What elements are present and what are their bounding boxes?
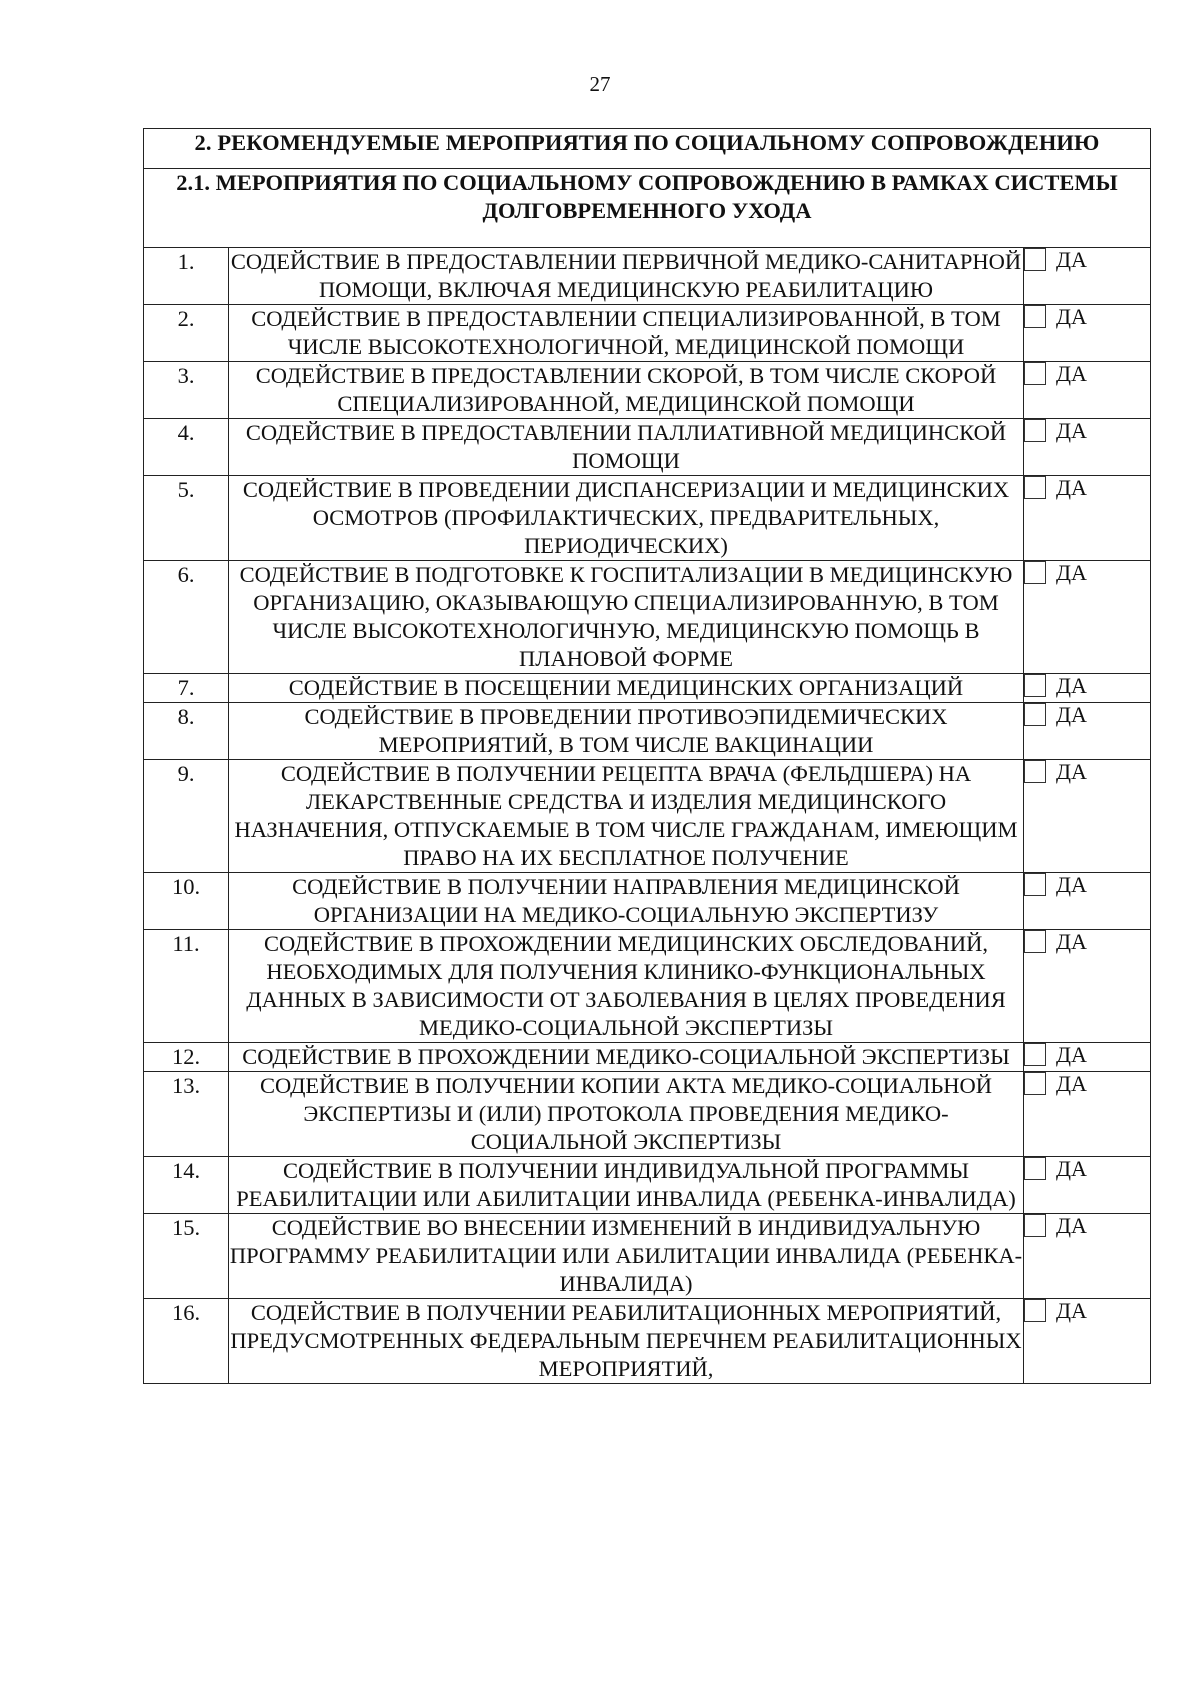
yes-checkbox[interactable] (1024, 305, 1046, 328)
row-text: СОДЕЙСТВИЕ В ПОЛУЧЕНИИ РЕАБИЛИТАЦИОННЫХ МЕРОПРИЯТИЙ, ПРЕДУСМОТРЕННЫХ ФЕДЕРАЛЬНЫМ ПЕРЕЧНЕМ РЕАБИЛИТАЦИОННЫХ МЕРОПРИЯТИЙ, (229, 1299, 1024, 1384)
row-number: 6. (144, 561, 229, 674)
yes-checkbox-control[interactable] (1024, 674, 1150, 697)
yes-checkbox-control[interactable] (1024, 1043, 1150, 1066)
row-number: 12. (144, 1043, 229, 1072)
row-checkbox-cell (1024, 760, 1151, 873)
row-number: 15. (144, 1214, 229, 1299)
yes-checkbox-label: ДА (1056, 560, 1087, 585)
table-row-8 (144, 703, 1151, 760)
table-row-3 (144, 362, 1151, 419)
yes-checkbox[interactable] (1024, 362, 1046, 385)
row-checkbox-cell (1024, 1299, 1151, 1384)
row-text: СОДЕЙСТВИЕ В ПОЛУЧЕНИИ НАПРАВЛЕНИЯ МЕДИЦИНСКОЙ ОРГАНИЗАЦИИ НА МЕДИКО-СОЦИАЛЬНУЮ ЭКСПЕРТИЗУ (229, 873, 1024, 930)
yes-checkbox[interactable] (1024, 930, 1046, 953)
row-checkbox-cell (1024, 476, 1151, 561)
yes-checkbox-label: ДА (1056, 418, 1087, 443)
row-text: СОДЕЙСТВИЕ В ПРЕДОСТАВЛЕНИИ СПЕЦИАЛИЗИРОВАННОЙ, В ТОМ ЧИСЛЕ ВЫСОКОТЕХНОЛОГИЧНОЙ, МЕДИЦИНСКОЙ ПОМОЩИ (229, 305, 1024, 362)
row-checkbox-cell (1024, 561, 1151, 674)
yes-checkbox[interactable] (1024, 873, 1046, 896)
row-number: 10. (144, 873, 229, 930)
row-number: 4. (144, 419, 229, 476)
row-checkbox-cell (1024, 1043, 1151, 1072)
yes-checkbox-control[interactable] (1024, 305, 1150, 328)
yes-checkbox-label: ДА (1056, 872, 1087, 897)
row-text: СОДЕЙСТВИЕ ВО ВНЕСЕНИИ ИЗМЕНЕНИЙ В ИНДИВИДУАЛЬНУЮ ПРОГРАММУ РЕАБИЛИТАЦИИ ИЛИ АБИЛИТАЦИИ ИНВАЛИДА (РЕБЕНКА-ИНВАЛИДА) (229, 1214, 1024, 1299)
table-row-4 (144, 419, 1151, 476)
row-number: 7. (144, 674, 229, 703)
yes-checkbox-control[interactable] (1024, 930, 1150, 953)
yes-checkbox[interactable] (1024, 760, 1046, 783)
yes-checkbox-control[interactable] (1024, 1072, 1150, 1095)
yes-checkbox-label: ДА (1056, 1071, 1087, 1096)
row-checkbox-cell (1024, 362, 1151, 419)
table-row-11 (144, 930, 1151, 1043)
yes-checkbox-control[interactable] (1024, 362, 1150, 385)
table-body (144, 129, 1151, 1384)
row-number: 9. (144, 760, 229, 873)
row-checkbox-cell (1024, 930, 1151, 1043)
row-text: СОДЕЙСТВИЕ В ПРОХОЖДЕНИИ МЕДИКО-СОЦИАЛЬНОЙ ЭКСПЕРТИЗЫ (229, 1043, 1024, 1072)
row-text: СОДЕЙСТВИЕ В ПРОВЕДЕНИИ ПРОТИВОЭПИДЕМИЧЕСКИХ МЕРОПРИЯТИЙ, В ТОМ ЧИСЛЕ ВАКЦИНАЦИИ (229, 703, 1024, 760)
table-row-9 (144, 760, 1151, 873)
row-number: 14. (144, 1157, 229, 1214)
page-number: 27 (589, 72, 611, 96)
yes-checkbox-label: ДА (1056, 1156, 1087, 1181)
row-checkbox-cell (1024, 873, 1151, 930)
row-checkbox-cell (1024, 703, 1151, 760)
yes-checkbox[interactable] (1024, 1043, 1046, 1066)
row-checkbox-cell (1024, 248, 1151, 305)
yes-checkbox-label: ДА (1056, 1042, 1087, 1067)
row-number: 2. (144, 305, 229, 362)
yes-checkbox-label: ДА (1056, 929, 1087, 954)
row-text: СОДЕЙСТВИЕ В ПОДГОТОВКЕ К ГОСПИТАЛИЗАЦИИ В МЕДИЦИНСКУЮ ОРГАНИЗАЦИЮ, ОКАЗЫВАЮЩУЮ СПЕЦИАЛИЗИРОВАННУЮ, В ТОМ ЧИСЛЕ ВЫСОКОТЕХНОЛОГИЧНУЮ, МЕДИЦИНСКУЮ ПОМОЩЬ В ПЛАНОВОЙ ФОРМЕ (229, 561, 1024, 674)
row-text: СОДЕЙСТВИЕ В ПРОВЕДЕНИИ ДИСПАНСЕРИЗАЦИИ И МЕДИЦИНСКИХ ОСМОТРОВ (ПРОФИЛАКТИЧЕСКИХ, ПРЕДВАРИТЕЛЬНЫХ, ПЕРИОДИЧЕСКИХ) (229, 476, 1024, 561)
yes-checkbox[interactable] (1024, 1214, 1046, 1237)
table-row-1 (144, 248, 1151, 305)
yes-checkbox-label: ДА (1056, 475, 1087, 500)
yes-checkbox[interactable] (1024, 1299, 1046, 1322)
social-support-table (143, 128, 1151, 1384)
yes-checkbox-label: ДА (1056, 361, 1087, 386)
table-row-14 (144, 1157, 1151, 1214)
yes-checkbox[interactable] (1024, 419, 1046, 442)
row-number: 16. (144, 1299, 229, 1384)
table-row-10 (144, 873, 1151, 930)
yes-checkbox-control[interactable] (1024, 1214, 1150, 1237)
row-checkbox-cell (1024, 419, 1151, 476)
row-number: 3. (144, 362, 229, 419)
yes-checkbox-control[interactable] (1024, 248, 1150, 271)
row-text: СОДЕЙСТВИЕ В ПОЛУЧЕНИИ ИНДИВИДУАЛЬНОЙ ПРОГРАММЫ РЕАБИЛИТАЦИИ ИЛИ АБИЛИТАЦИИ ИНВАЛИДА (РЕБЕНКА-ИНВАЛИДА) (229, 1157, 1024, 1214)
yes-checkbox[interactable] (1024, 1072, 1046, 1095)
section-title-row (144, 129, 1151, 169)
yes-checkbox[interactable] (1024, 561, 1046, 584)
row-text: СОДЕЙСТВИЕ В ПОЛУЧЕНИИ РЕЦЕПТА ВРАЧА (ФЕЛЬДШЕРА) НА ЛЕКАРСТВЕННЫЕ СРЕДСТВА И ИЗДЕЛИЯ МЕДИЦИНСКОГО НАЗНАЧЕНИЯ, ОТПУСКАЕМЫЕ В ТОМ ЧИСЛЕ ГРАЖДАНАМ, ИМЕЮЩИМ ПРАВО НА ИХ БЕСПЛАТНОЕ ПОЛУЧЕНИЕ (229, 760, 1024, 873)
row-number: 8. (144, 703, 229, 760)
yes-checkbox-control[interactable] (1024, 760, 1150, 783)
yes-checkbox[interactable] (1024, 248, 1046, 271)
yes-checkbox-label: ДА (1056, 702, 1087, 727)
table-row-15 (144, 1214, 1151, 1299)
yes-checkbox-control[interactable] (1024, 476, 1150, 499)
row-text: СОДЕЙСТВИЕ В ПРОХОЖДЕНИИ МЕДИЦИНСКИХ ОБСЛЕДОВАНИЙ, НЕОБХОДИМЫХ ДЛЯ ПОЛУЧЕНИЯ КЛИНИКО-ФУНКЦИОНАЛЬНЫХ ДАННЫХ В ЗАВИСИМОСТИ ОТ ЗАБОЛЕВАНИЯ В ЦЕЛЯХ ПРОВЕДЕНИЯ МЕДИКО-СОЦИАЛЬНОЙ ЭКСПЕРТИЗЫ (229, 930, 1024, 1043)
row-text: СОДЕЙСТВИЕ В ПОСЕЩЕНИИ МЕДИЦИНСКИХ ОРГАНИЗАЦИЙ (229, 674, 1024, 703)
yes-checkbox-control[interactable] (1024, 1299, 1150, 1322)
section-title: 2. РЕКОМЕНДУЕМЫЕ МЕРОПРИЯТИЯ ПО СОЦИАЛЬНОМУ СОПРОВОЖДЕНИЮ (144, 129, 1151, 169)
table-row-5 (144, 476, 1151, 561)
table-row-13 (144, 1072, 1151, 1157)
yes-checkbox[interactable] (1024, 674, 1046, 697)
yes-checkbox-label: ДА (1056, 304, 1087, 329)
yes-checkbox-label: ДА (1056, 247, 1087, 272)
row-number: 5. (144, 476, 229, 561)
yes-checkbox-label: ДА (1056, 759, 1087, 784)
row-number: 1. (144, 248, 229, 305)
table-row-7 (144, 674, 1151, 703)
yes-checkbox[interactable] (1024, 1157, 1046, 1180)
table-row-16 (144, 1299, 1151, 1384)
yes-checkbox[interactable] (1024, 703, 1046, 726)
yes-checkbox-label: ДА (1056, 1213, 1087, 1238)
subsection-title: 2.1. МЕРОПРИЯТИЯ ПО СОЦИАЛЬНОМУ СОПРОВОЖДЕНИЮ В РАМКАХ СИСТЕМЫ ДОЛГОВРЕМЕННОГО УХОДА (144, 169, 1151, 248)
row-checkbox-cell (1024, 1214, 1151, 1299)
subsection-title-row (144, 169, 1151, 248)
row-checkbox-cell (1024, 1157, 1151, 1214)
table-row-12 (144, 1043, 1151, 1072)
yes-checkbox[interactable] (1024, 476, 1046, 499)
row-number: 11. (144, 930, 229, 1043)
table-row-6 (144, 561, 1151, 674)
row-text: СОДЕЙСТВИЕ В ПРЕДОСТАВЛЕНИИ СКОРОЙ, В ТОМ ЧИСЛЕ СКОРОЙ СПЕЦИАЛИЗИРОВАННОЙ, МЕДИЦИНСКОЙ ПОМОЩИ (229, 362, 1024, 419)
row-checkbox-cell (1024, 1072, 1151, 1157)
yes-checkbox-control[interactable] (1024, 561, 1150, 584)
row-checkbox-cell (1024, 305, 1151, 362)
table-row-2 (144, 305, 1151, 362)
yes-checkbox-label: ДА (1056, 673, 1087, 698)
row-number: 13. (144, 1072, 229, 1157)
yes-checkbox-label: ДА (1056, 1298, 1087, 1323)
yes-checkbox-control[interactable] (1024, 873, 1150, 896)
row-text: СОДЕЙСТВИЕ В ПОЛУЧЕНИИ КОПИИ АКТА МЕДИКО-СОЦИАЛЬНОЙ ЭКСПЕРТИЗЫ И (ИЛИ) ПРОТОКОЛА ПРОВЕДЕНИЯ МЕДИКО-СОЦИАЛЬНОЙ ЭКСПЕРТИЗЫ (229, 1072, 1024, 1157)
row-text: СОДЕЙСТВИЕ В ПРЕДОСТАВЛЕНИИ ПЕРВИЧНОЙ МЕДИКО-САНИТАРНОЙ ПОМОЩИ, ВКЛЮЧАЯ МЕДИЦИНСКУЮ РЕАБИЛИТАЦИЮ (229, 248, 1024, 305)
yes-checkbox-control[interactable] (1024, 419, 1150, 442)
yes-checkbox-control[interactable] (1024, 703, 1150, 726)
row-checkbox-cell (1024, 674, 1151, 703)
row-text: СОДЕЙСТВИЕ В ПРЕДОСТАВЛЕНИИ ПАЛЛИАТИВНОЙ МЕДИЦИНСКОЙ ПОМОЩИ (229, 419, 1024, 476)
yes-checkbox-control[interactable] (1024, 1157, 1150, 1180)
